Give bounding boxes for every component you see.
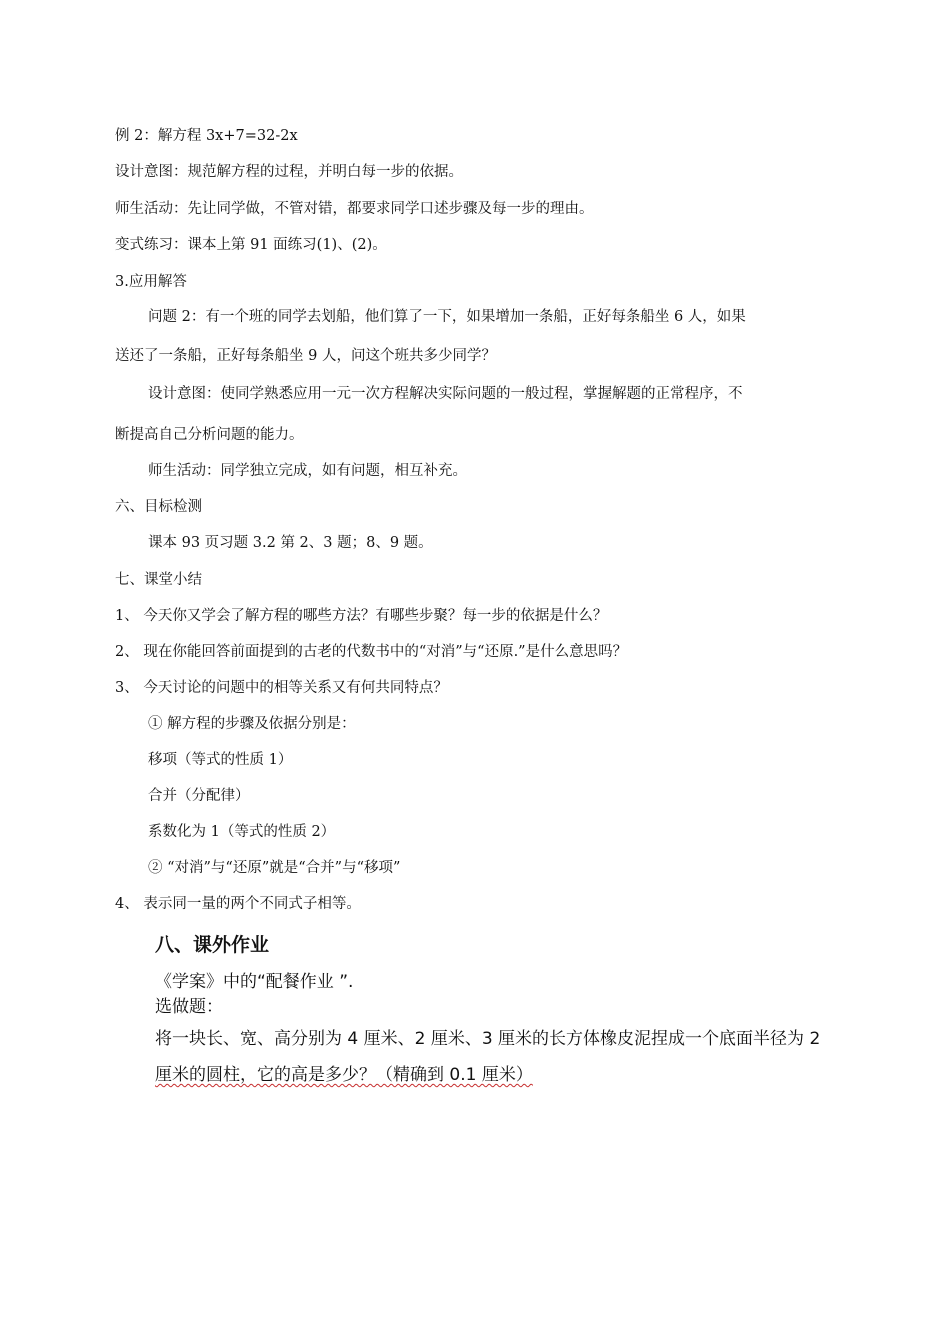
- optional-problem-line-1: 将一块长、宽、高分别为 4 厘米、2 厘米、3 厘米的长方体橡皮泥捏成一个底面半径为 2: [155, 1029, 821, 1049]
- textbook-exercise-line: 课本 93 页习题 3.2 第 2、3 题；8、9 题。: [148, 535, 433, 551]
- summary-point-2: ② “对消”与“还原”就是“合并”与“移项”: [148, 860, 401, 876]
- optional-problem-line-2: 厘米的圆柱，它的高是多少？（精确到 0.1 厘米）: [155, 1065, 533, 1085]
- summary-item-1: 1、 今天你又学会了解方程的哪些方法？有哪些步聚？每一步的依据是什么？: [115, 608, 608, 624]
- activity-2-line: 师生活动：同学独立完成，如有问题，相互补充。: [148, 463, 467, 479]
- design-intent-line: 设计意图：规范解方程的过程，并明白每一步的依据。: [115, 164, 463, 180]
- section-7-heading: 七、课堂小结: [115, 572, 202, 588]
- step-coefficient: 系数化为 1（等式的性质 2）: [148, 824, 336, 840]
- section-6-heading: 六、目标检测: [115, 499, 202, 515]
- design-intent-2-line-2: 断提高自己分析问题的能力。: [115, 427, 304, 443]
- section-3-heading: 3.应用解答: [115, 274, 187, 290]
- design-intent-2-line-1: 设计意图：使同学熟悉应用一元一次方程解决实际问题的一般过程，掌握解题的正常程序，不: [148, 386, 743, 402]
- summary-item-4: 4、 表示同一量的两个不同式子相等。: [115, 896, 361, 912]
- problem-2-line-2: 送还了一条船，正好每条船坐 9 人，问这个班共多少同学？: [115, 348, 496, 364]
- step-transpose: 移项（等式的性质 1）: [148, 752, 293, 768]
- summary-point-1: ① 解方程的步骤及依据分别是：: [148, 716, 356, 732]
- problem-2-line-1: 问题 2：有一个班的同学去划船，他们算了一下，如果增加一条船，正好每条船坐 6 人，如果: [148, 309, 746, 325]
- variant-exercise-line: 变式练习：课本上第 91 面练习(1)、(2)。: [115, 237, 387, 253]
- homework-assignment: 《学案》中的“配餐作业 ”.: [155, 972, 354, 992]
- summary-item-3: 3、 今天讨论的问题中的相等关系又有何共同特点？: [115, 680, 448, 696]
- step-combine: 合并（分配律）: [148, 788, 250, 804]
- teacher-student-activity-line: 师生活动：先让同学做，不管对错，都要求同学口述步骤及每一步的理由。: [115, 201, 594, 217]
- summary-item-2: 2、 现在你能回答前面提到的古老的代数书中的“对消”与“还原.”是什么意思吗？: [115, 644, 628, 660]
- example-2-line: 例 2：解方程 3x+7=32-2x: [115, 128, 298, 144]
- section-8-heading: 八、课外作业: [155, 934, 270, 956]
- optional-heading: 选做题：: [155, 997, 223, 1017]
